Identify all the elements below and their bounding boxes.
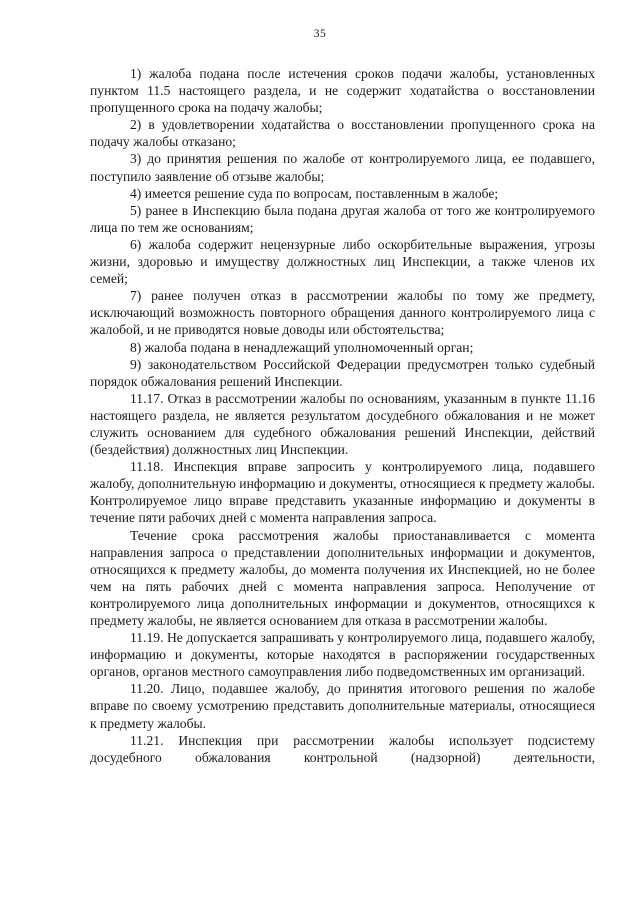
paragraph-11-17: 11.17. Отказ в рассмотрении жалобы по основаниям, указанным в пункте 11.16 настоящего раздела, не является результатом досудебного обжалования и не может служить основанием для судебного обжалования решений Инспекции, действий (бездействия) должностных лиц Инспекции. xyxy=(90,390,595,458)
paragraph-item-8: 8) жалоба подана в ненадлежащий уполномоченный орган; xyxy=(130,339,474,355)
paragraph-11-19: 11.19. Не допускается запрашивать у контролируемого лица, подавшего жалобу, информацию и документы, которые находятся в распоряжении государственных органов, органов местного самоуправления либо подведомственных им организаций. xyxy=(90,630,595,680)
paragraph-suspension: Течение срока рассмотрения жалобы приостанавливается с момента направления запроса о представлении дополнительных информации и документов, относящихся к предмету жалобы, до момента получения их Инспекцией, но не более чем на пять рабочих дней с момента направления запроса. Неполучение от контролируемого лица дополнительных информации и документов, относящихся к предмету жалобы, не является основанием для отказа в рассмотрении жалобы. xyxy=(90,527,595,628)
paragraph-11-20: 11.20. Лицо, подавшее жалобу, до принятия итогового решения по жалобе вправе по своему усмотрению представить дополнительные материалы, относящиеся к предмету жалобы. xyxy=(90,681,595,731)
body-text xyxy=(90,65,595,766)
paragraph-item-5: 5) ранее в Инспекцию была подана другая жалоба от того же контролируемого лица по тем же основаниям; xyxy=(90,202,595,235)
paragraph-item-9: 9) законодательством Российской Федерации предусмотрен только судебный порядок обжалования решений Инспекции. xyxy=(90,356,595,389)
paragraph-11-18: 11.18. Инспекция вправе запросить у контролируемого лица, подавшего жалобу, дополнительную информацию и документы, относящиеся к предмету жалобы. Контролируемое лицо вправе представить указанные информацию и документы в течение пяти рабочих дней с момента направления запроса. xyxy=(90,459,595,526)
paragraph-item-1: 1) жалоба подана после истечения сроков подачи жалобы, установленных пунктом 11.5 настоящего раздела, и не содержит ходатайства о восстановлении пропущенного срока на подачу жалобы; xyxy=(90,66,595,116)
paragraph-item-3: 3) до принятия решения по жалобе от контролируемого лица, ее подавшего, поступило заявление об отзыве жалобы; xyxy=(90,151,595,184)
paragraph-item-7: 7) ранее получен отказ в рассмотрении жалобы по тому же предмету, исключающий возможность повторного обращения данного контролируемого лица с жалобой, и не приводятся новые доводы или обстоятельства; xyxy=(90,288,595,338)
page-number: 35 xyxy=(313,28,327,40)
paragraph-item-2: 2) в удовлетворении ходатайства о восстановлении пропущенного срока на подачу жалобы отказано; xyxy=(90,117,595,150)
paragraph-item-4: 4) имеется решение суда по вопросам, поставленным в жалобе; xyxy=(130,185,499,201)
paragraph-11-21: 11.21. Инспекция при рассмотрении жалобы использует подсистему досудебного обжалования контрольной (надзорной) деятельности, xyxy=(90,732,595,765)
paragraph-item-6: 6) жалоба содержит нецензурные либо оскорбительные выражения, угрозы жизни, здоровью и имуществу должностных лиц Инспекции, а также членов их семей; xyxy=(90,236,595,287)
